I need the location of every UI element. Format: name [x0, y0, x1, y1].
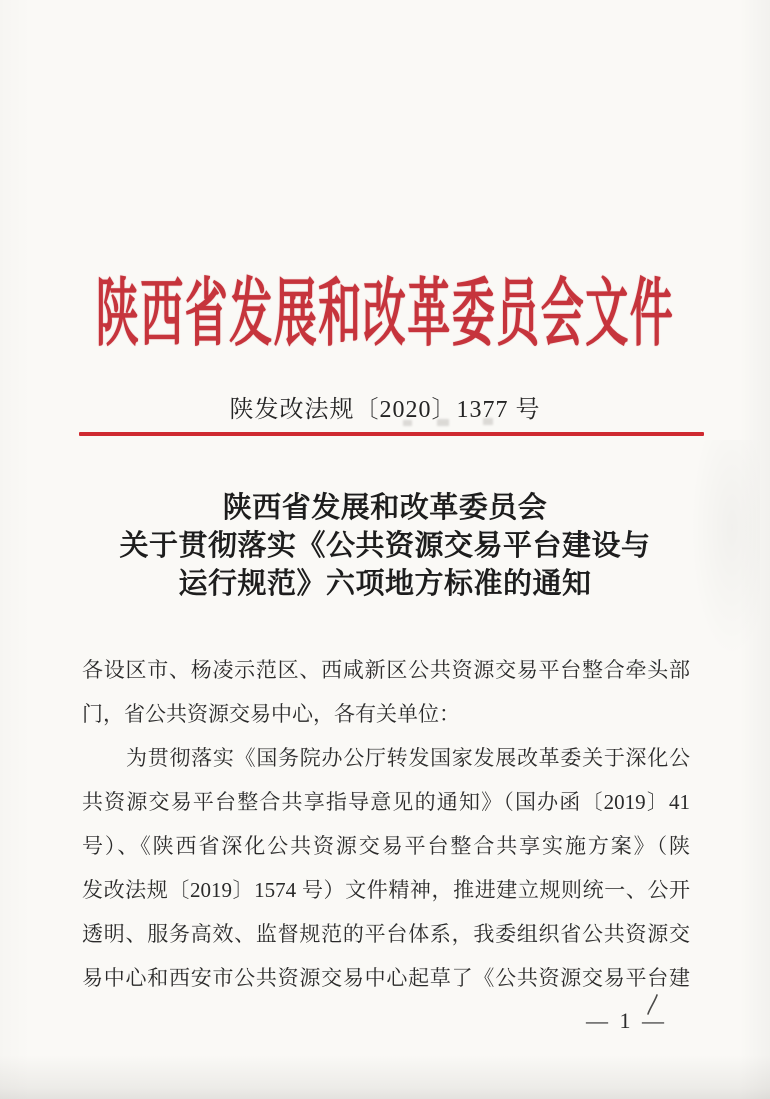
red-divider-line — [79, 432, 704, 436]
agency-banner-text: 陕西省发展和改革委员会文件 — [95, 274, 675, 356]
body-line: 为贯彻落实《国务院办公厅转发国家发展改革委关于深化公 — [126, 746, 690, 770]
notice-title-line-2: 关于贯彻落实《公共资源交易平台建设与 — [119, 530, 651, 562]
body-text — [82, 648, 690, 1000]
page-number: — 1 — — [586, 1008, 667, 1033]
scan-smudge — [403, 420, 412, 426]
body-line: 号）、《陕西省深化公共资源交易平台整合共享实施方案》（陕 — [82, 834, 690, 858]
body-line: 共资源交易平台整合共享指导意见的通知》（国办函〔2019〕41 — [82, 790, 690, 814]
scan-artifact-smudges — [403, 417, 513, 429]
notice-title — [0, 489, 770, 603]
body-line: 易中心和西安市公共资源交易中心起草了《公共资源交易平台建 — [82, 966, 690, 990]
body-line: 门，省公共资源交易中心，各有关单位： — [82, 702, 460, 726]
body-line: 发改法规〔2019〕1574 号）文件精神，推进建立规则统一、公开 — [82, 878, 690, 902]
scan-smudge — [483, 418, 493, 425]
body-line: 各设区市、杨凌示范区、西咸新区公共资源交易平台整合牵头部 — [82, 658, 690, 682]
agency-banner — [0, 264, 770, 356]
notice-title-line-1: 陕西省发展和改革委员会 — [222, 492, 548, 524]
document-number: 陕发改法规〔2020〕1377 号 — [229, 397, 541, 423]
notice-title-line-3: 运行规范》六项地方标准的通知 — [178, 568, 592, 600]
body-line: 透明、服务高效、监督规范的平台体系，我委组织省公共资源交 — [82, 922, 690, 946]
scan-smudge — [437, 419, 449, 426]
